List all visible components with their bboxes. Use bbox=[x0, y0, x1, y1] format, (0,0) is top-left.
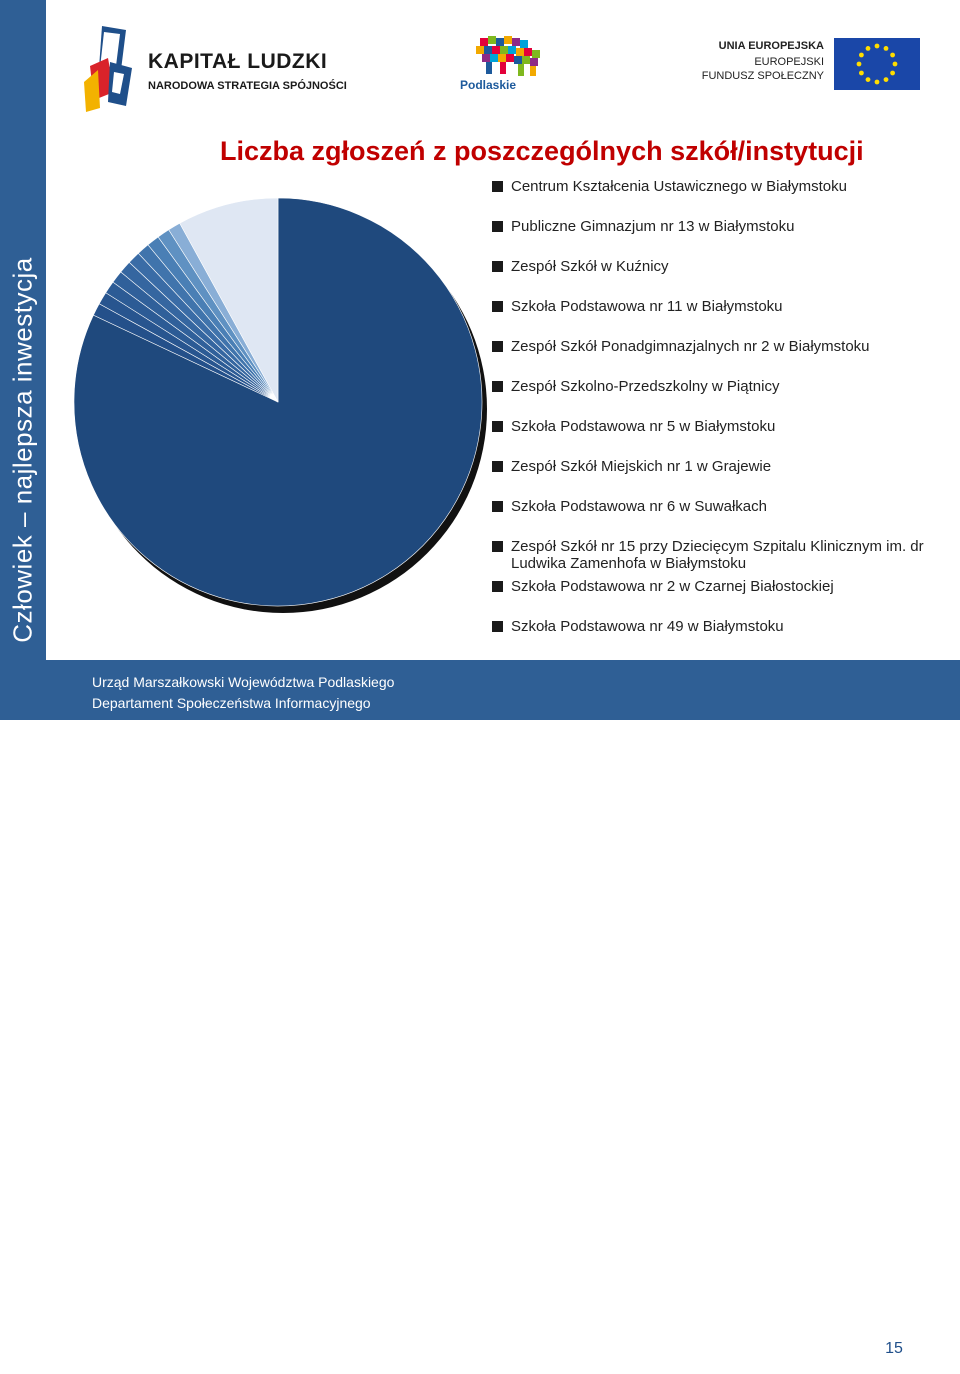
legend-item bbox=[492, 178, 941, 195]
footer bbox=[0, 660, 960, 1357]
pie-chart bbox=[68, 172, 488, 632]
footer-line-2: Departament Społeczeństwa Informacyjnego bbox=[92, 695, 371, 711]
legend-swatch bbox=[492, 261, 503, 272]
side-banner-text: Człowiek – najlepsza inwestycja bbox=[7, 257, 38, 643]
chart-title: Liczba zgłoszeń z poszczególnych szkół/instytucji bbox=[220, 136, 864, 166]
eu-line-2: EUROPEJSKI bbox=[754, 56, 824, 68]
legend-item bbox=[492, 618, 941, 635]
legend-label: Zespół Szkół nr 15 przy Dziecięcym Szpitalu Klinicznym im. dr Ludwika Zamenhofa w Białymstoku bbox=[511, 538, 924, 572]
legend-swatch bbox=[492, 421, 503, 432]
page-number-box bbox=[862, 1324, 926, 1374]
chart-legend bbox=[492, 174, 952, 654]
legend-item bbox=[492, 258, 941, 275]
kapital-ludzki-subtitle: NARODOWA STRATEGIA SPÓJNOŚCI bbox=[148, 80, 347, 92]
side-banner bbox=[0, 0, 46, 720]
legend-label: Szkoła Podstawowa nr 49 w Białymstoku bbox=[511, 618, 784, 635]
legend-swatch bbox=[492, 301, 503, 312]
legend-label: Szkoła Podstawowa nr 2 w Czarnej Białostockiej bbox=[511, 578, 834, 595]
legend-item bbox=[492, 298, 941, 315]
legend-label: Zespół Szkolno-Przedszkolny w Piątnicy bbox=[511, 378, 780, 395]
podlaskie-label: Podlaskie bbox=[460, 78, 517, 92]
legend-label: Szkoła Podstawowa nr 6 w Suwałkach bbox=[511, 498, 767, 515]
kapital-ludzki-title: KAPITAŁ LUDZKI bbox=[148, 50, 328, 73]
eu-line-1: UNIA EUROPEJSKA bbox=[718, 40, 824, 52]
legend-swatch bbox=[492, 381, 503, 392]
kapital-ludzki-emblem-icon bbox=[80, 22, 144, 118]
legend-item bbox=[492, 578, 941, 595]
legend-label: Zespół Szkół w Kuźnicy bbox=[511, 258, 669, 275]
legend-swatch bbox=[492, 461, 503, 472]
eu-line-3: FUNDUSZ SPOŁECZNY bbox=[701, 70, 824, 82]
kapital-ludzki-logo bbox=[80, 22, 360, 118]
legend-label: Zespół Szkół Ponadgimnazjalnych nr 2 w Białymstoku bbox=[511, 338, 870, 355]
page-number: 15 bbox=[885, 1340, 903, 1357]
legend-label: Zespół Szkół Miejskich nr 1 w Grajewie bbox=[511, 458, 772, 475]
legend-item bbox=[492, 218, 941, 235]
legend-swatch bbox=[492, 621, 503, 632]
legend-swatch bbox=[492, 221, 503, 232]
legend-item bbox=[492, 458, 941, 475]
legend-swatch bbox=[492, 581, 503, 592]
legend-item bbox=[492, 538, 941, 572]
legend-swatch bbox=[492, 541, 503, 552]
legend-item bbox=[492, 378, 941, 395]
legend-label: Centrum Kształcenia Ustawicznego w Białymstoku bbox=[511, 178, 847, 195]
legend-label: Szkoła Podstawowa nr 5 w Białymstoku bbox=[511, 418, 776, 435]
legend-swatch bbox=[492, 501, 503, 512]
legend-item bbox=[492, 498, 941, 515]
legend-label: Szkoła Podstawowa nr 11 w Białymstoku bbox=[511, 298, 783, 315]
eu-logo bbox=[701, 36, 920, 96]
podlaskie-logo bbox=[460, 32, 560, 102]
legend-label: Publiczne Gimnazjum nr 13 w Białymstoku bbox=[511, 218, 795, 235]
bison-icon bbox=[460, 32, 560, 78]
footer-line-1: Urząd Marszałkowski Województwa Podlaskiego bbox=[92, 674, 395, 690]
legend-item bbox=[492, 338, 941, 355]
legend-item bbox=[492, 418, 941, 435]
eu-flag-icon bbox=[834, 38, 920, 90]
pie-svg bbox=[68, 172, 488, 632]
legend-swatch bbox=[492, 341, 503, 352]
legend-swatch bbox=[492, 181, 503, 192]
